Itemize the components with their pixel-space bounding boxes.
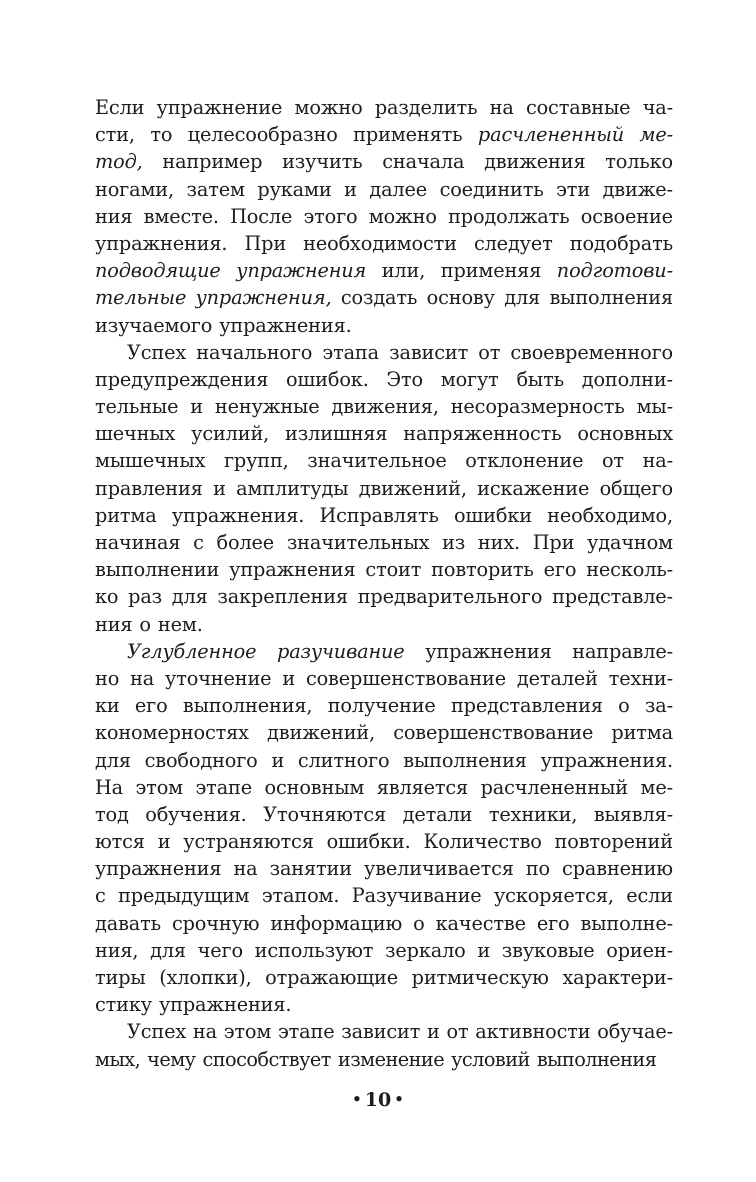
text-line — [95, 339, 673, 366]
word: предварительного — [357, 585, 543, 609]
word: отражающие — [265, 966, 398, 989]
text-line — [95, 529, 673, 556]
word: своевременного — [510, 340, 673, 364]
word: характери- — [562, 966, 673, 989]
word: выполнения — [549, 286, 673, 310]
text-line — [95, 801, 673, 828]
word: ногами, — [95, 177, 174, 201]
word: на- — [642, 449, 673, 473]
word: обучае- — [597, 1020, 673, 1044]
word: занятии — [269, 857, 352, 881]
word: на — [192, 1020, 217, 1044]
paragraph — [95, 94, 673, 339]
word: удачном — [587, 531, 673, 554]
word: несколь- — [586, 558, 673, 582]
word: можно — [368, 204, 437, 228]
word: соединить — [439, 177, 544, 201]
word: основным — [264, 775, 365, 799]
word: выполнения, — [182, 694, 313, 718]
word: совершенствование — [305, 666, 506, 690]
word: устраняются — [183, 830, 314, 854]
word: необходимо, — [547, 503, 673, 527]
word: повторений — [554, 830, 673, 854]
word: Успех — [127, 1020, 187, 1044]
word: деталей — [516, 666, 598, 690]
word: слитного — [297, 748, 390, 772]
word: этапа — [322, 340, 379, 364]
word: и — [271, 748, 285, 772]
word: ошибки — [453, 503, 532, 527]
word: этом — [135, 775, 184, 799]
word: подобрать — [569, 231, 673, 255]
text-line — [95, 312, 673, 339]
text-line — [95, 556, 673, 583]
paragraph — [95, 1018, 673, 1072]
paragraph — [95, 638, 673, 1019]
word: и — [190, 395, 203, 419]
text-line — [95, 284, 673, 311]
text-line — [95, 747, 673, 774]
text-line — [95, 692, 673, 719]
text-line — [95, 937, 673, 964]
word: ния — [95, 612, 133, 636]
word: сравнению — [562, 857, 673, 881]
word: техники, — [488, 802, 578, 826]
word: ча- — [642, 96, 673, 119]
word: Если — [95, 96, 145, 119]
text-line — [95, 121, 673, 148]
word: на — [489, 96, 514, 119]
text-line — [95, 964, 673, 991]
word: разделить — [374, 96, 478, 119]
word: стику — [95, 993, 152, 1017]
word: давать — [95, 911, 161, 935]
word: ритмическую — [411, 966, 549, 989]
text-line — [95, 719, 673, 746]
word: и — [213, 476, 226, 500]
word: за- — [644, 694, 673, 718]
word: нем. — [157, 612, 203, 636]
word: от — [601, 449, 624, 473]
word: о — [413, 911, 425, 935]
word: этого — [303, 204, 358, 228]
word: кономерностях — [95, 721, 249, 745]
word: с — [95, 884, 106, 908]
word: основных — [577, 422, 673, 446]
word: (хлопки), — [159, 966, 252, 989]
word: условий — [451, 1047, 530, 1071]
word: ются — [95, 830, 145, 854]
word: о — [618, 694, 630, 718]
word: руками — [257, 177, 332, 201]
word: Уточняются — [263, 802, 387, 826]
word: представления — [450, 694, 603, 718]
word: представле- — [552, 585, 673, 609]
word: упражнения. — [219, 313, 352, 337]
word: целесообразно — [187, 123, 338, 147]
word: После — [230, 204, 293, 228]
word: несоразмерность — [450, 395, 625, 419]
word: напряженность — [403, 422, 562, 446]
word: для — [150, 938, 186, 962]
word: упражнения — [229, 558, 356, 582]
word: дополни- — [581, 367, 673, 391]
word: основу — [426, 286, 495, 310]
word: ориен- — [606, 938, 673, 962]
word: Это — [386, 367, 423, 391]
word: ния, — [95, 938, 139, 962]
word: срочную — [171, 911, 260, 935]
word: Исправлять — [319, 503, 439, 527]
word: них. — [477, 531, 521, 554]
word: выполнения — [403, 748, 527, 772]
folio-bullet-left: • — [352, 1090, 362, 1108]
word: на — [130, 666, 155, 690]
word: ускоряется, — [493, 884, 614, 908]
word: сначала — [382, 150, 465, 174]
word: уточнение — [165, 666, 272, 690]
italic-word: подготови- — [556, 259, 673, 283]
word: его — [543, 558, 577, 582]
word: совершенствование — [393, 721, 594, 745]
word: получение — [327, 694, 436, 718]
word: мы- — [636, 395, 673, 419]
word: только — [605, 150, 673, 174]
word: с — [193, 531, 204, 554]
word: правления — [95, 476, 203, 500]
word: ки — [95, 694, 120, 718]
folio-bullet-right: • — [394, 1090, 404, 1108]
word: для — [171, 585, 208, 609]
word: упражнение — [156, 96, 283, 119]
word: изучить — [282, 150, 363, 174]
text-line — [95, 176, 673, 203]
word: из — [442, 531, 466, 554]
text-line — [95, 420, 673, 447]
word: используют — [254, 938, 374, 962]
text-line — [95, 447, 673, 474]
word: упражнения — [425, 639, 552, 663]
word: шечных — [95, 422, 176, 446]
word: составные — [525, 96, 631, 119]
word: если — [626, 884, 673, 908]
word: выявля- — [593, 802, 673, 826]
word: упражнения. — [540, 748, 673, 772]
word: от — [478, 340, 501, 364]
word: ния — [95, 204, 133, 228]
italic-word: расчлененный — [477, 123, 625, 147]
word: звуковые — [501, 938, 595, 962]
word: отклонение — [465, 449, 584, 473]
word: о — [139, 612, 151, 636]
word: на — [233, 857, 258, 881]
word: чего — [197, 938, 243, 962]
word: этапе — [278, 1020, 335, 1044]
text-line — [95, 366, 673, 393]
word: создать — [340, 286, 418, 310]
word: и — [344, 177, 357, 201]
word: и — [157, 830, 171, 854]
word: следует — [473, 231, 553, 255]
text-line — [95, 828, 673, 855]
word: движения — [484, 150, 586, 174]
word: повторить — [431, 558, 534, 582]
word: упражнения. — [171, 503, 305, 527]
word: качестве — [435, 911, 526, 935]
word: значительное — [307, 449, 447, 473]
text-line — [95, 148, 673, 175]
word: этапом. — [261, 884, 340, 908]
text-line — [95, 257, 673, 284]
word: техни- — [608, 666, 673, 690]
word: информацию — [270, 911, 403, 935]
text-line — [95, 230, 673, 257]
word: усилий, — [191, 422, 270, 446]
word: применять — [353, 123, 463, 147]
word: тод — [95, 802, 129, 826]
word: Разучивание — [351, 884, 482, 908]
word: для — [504, 286, 541, 310]
text-line — [95, 910, 673, 937]
word: направле- — [572, 639, 673, 663]
text-line — [95, 855, 673, 882]
word: движений, — [267, 721, 376, 745]
word: раз — [128, 585, 163, 609]
word: детали — [402, 802, 473, 826]
word: На — [95, 775, 124, 799]
word: обучения. — [145, 802, 247, 826]
word: общего — [599, 476, 673, 500]
italic-word: ме- — [639, 123, 673, 147]
word: движе- — [602, 177, 673, 201]
word: свободного — [144, 748, 258, 772]
word: и — [477, 938, 491, 962]
word: этом — [223, 1020, 272, 1044]
text-line — [95, 774, 673, 801]
word: необходимости — [303, 231, 457, 255]
word: ме- — [640, 775, 673, 799]
word: ко — [95, 585, 119, 609]
word: амплитуды — [236, 476, 349, 500]
word: можно — [294, 96, 363, 119]
italic-word: разучивание — [277, 639, 405, 663]
word: для — [95, 748, 131, 772]
word: затем — [186, 177, 245, 201]
word: ритма — [95, 503, 157, 527]
text-line — [95, 94, 673, 121]
word: тельные — [95, 395, 179, 419]
word: начального — [196, 340, 313, 364]
word: ненужные — [214, 395, 320, 419]
text-line — [95, 611, 673, 638]
word: ритма — [611, 721, 673, 745]
italic-word: тельные — [95, 286, 187, 310]
text-line — [95, 393, 673, 420]
italic-word: подводящие — [95, 259, 221, 283]
word: мых, — [95, 1047, 141, 1071]
word: то — [150, 123, 173, 147]
word: При — [244, 231, 287, 255]
word: его — [536, 911, 570, 935]
text-line — [95, 475, 673, 502]
word: способствует — [202, 1047, 331, 1071]
word: зависит — [341, 1020, 421, 1044]
word: изменение — [337, 1047, 445, 1071]
word: упражнения. — [95, 231, 228, 255]
word: излишняя — [285, 422, 388, 446]
word: мышечных — [95, 449, 206, 473]
word: или, — [381, 259, 426, 283]
word: ошибок. — [285, 367, 369, 391]
word: групп, — [223, 449, 289, 473]
word: вместе. — [143, 204, 219, 228]
word: эти — [556, 177, 591, 201]
word: При — [532, 531, 575, 554]
word: Успех — [127, 340, 187, 364]
word: по — [525, 857, 550, 881]
word: освоение — [580, 204, 673, 228]
word: например — [162, 150, 263, 174]
word: и — [282, 666, 296, 690]
text-line — [95, 665, 673, 692]
word: далее — [369, 177, 428, 201]
paragraph — [95, 339, 673, 638]
word: ошибки. — [326, 830, 411, 854]
italic-word: упражнения, — [195, 286, 332, 310]
text-line — [95, 583, 673, 610]
word: искажение — [477, 476, 590, 500]
word: выполне- — [580, 911, 673, 935]
word: расчлененный — [480, 775, 628, 799]
word: является — [376, 775, 469, 799]
word: упражнения. — [158, 993, 292, 1017]
word: более — [216, 531, 275, 554]
word: значительных — [286, 531, 430, 554]
word: продолжать — [448, 204, 570, 228]
italic-word: упражнения — [236, 259, 367, 283]
word: выполнении — [95, 558, 220, 582]
italic-word: тод, — [95, 150, 143, 174]
body-text — [95, 94, 673, 1073]
word: чему — [147, 1047, 196, 1071]
word: от — [446, 1020, 469, 1044]
word: начиная — [95, 531, 181, 554]
word: но — [95, 666, 120, 690]
page-number — [0, 1086, 756, 1113]
word: Количество — [423, 830, 542, 854]
text-line — [95, 991, 673, 1018]
word: зеркало — [385, 938, 466, 962]
word: быть — [516, 367, 564, 391]
text-line — [95, 638, 673, 665]
word: могут — [440, 367, 499, 391]
word: изучаемого — [95, 313, 213, 337]
word: предыдущим — [118, 884, 250, 908]
word: упражнения — [95, 857, 222, 881]
word: движений, — [358, 476, 467, 500]
page-number-value: 10 — [364, 1089, 392, 1111]
word: увеличивается — [364, 857, 514, 881]
word: и — [427, 1020, 440, 1044]
text-line — [95, 502, 673, 529]
word: закрепления — [217, 585, 348, 609]
word: предупреждения — [95, 367, 269, 391]
word: применяя — [440, 259, 542, 283]
word: тиры — [95, 966, 146, 989]
text-line — [95, 1018, 673, 1045]
word: выполнения — [536, 1047, 657, 1071]
word: этапе — [195, 775, 253, 799]
word: активности — [475, 1020, 591, 1044]
word: сти, — [95, 123, 135, 147]
word: его — [134, 694, 168, 718]
text-line — [95, 203, 673, 230]
italic-word: Углубленное — [127, 639, 257, 663]
word: зависит — [389, 340, 469, 364]
word: стоит — [365, 558, 422, 582]
word: движения, — [331, 395, 439, 419]
text-line — [95, 882, 673, 909]
text-line — [95, 1046, 673, 1073]
